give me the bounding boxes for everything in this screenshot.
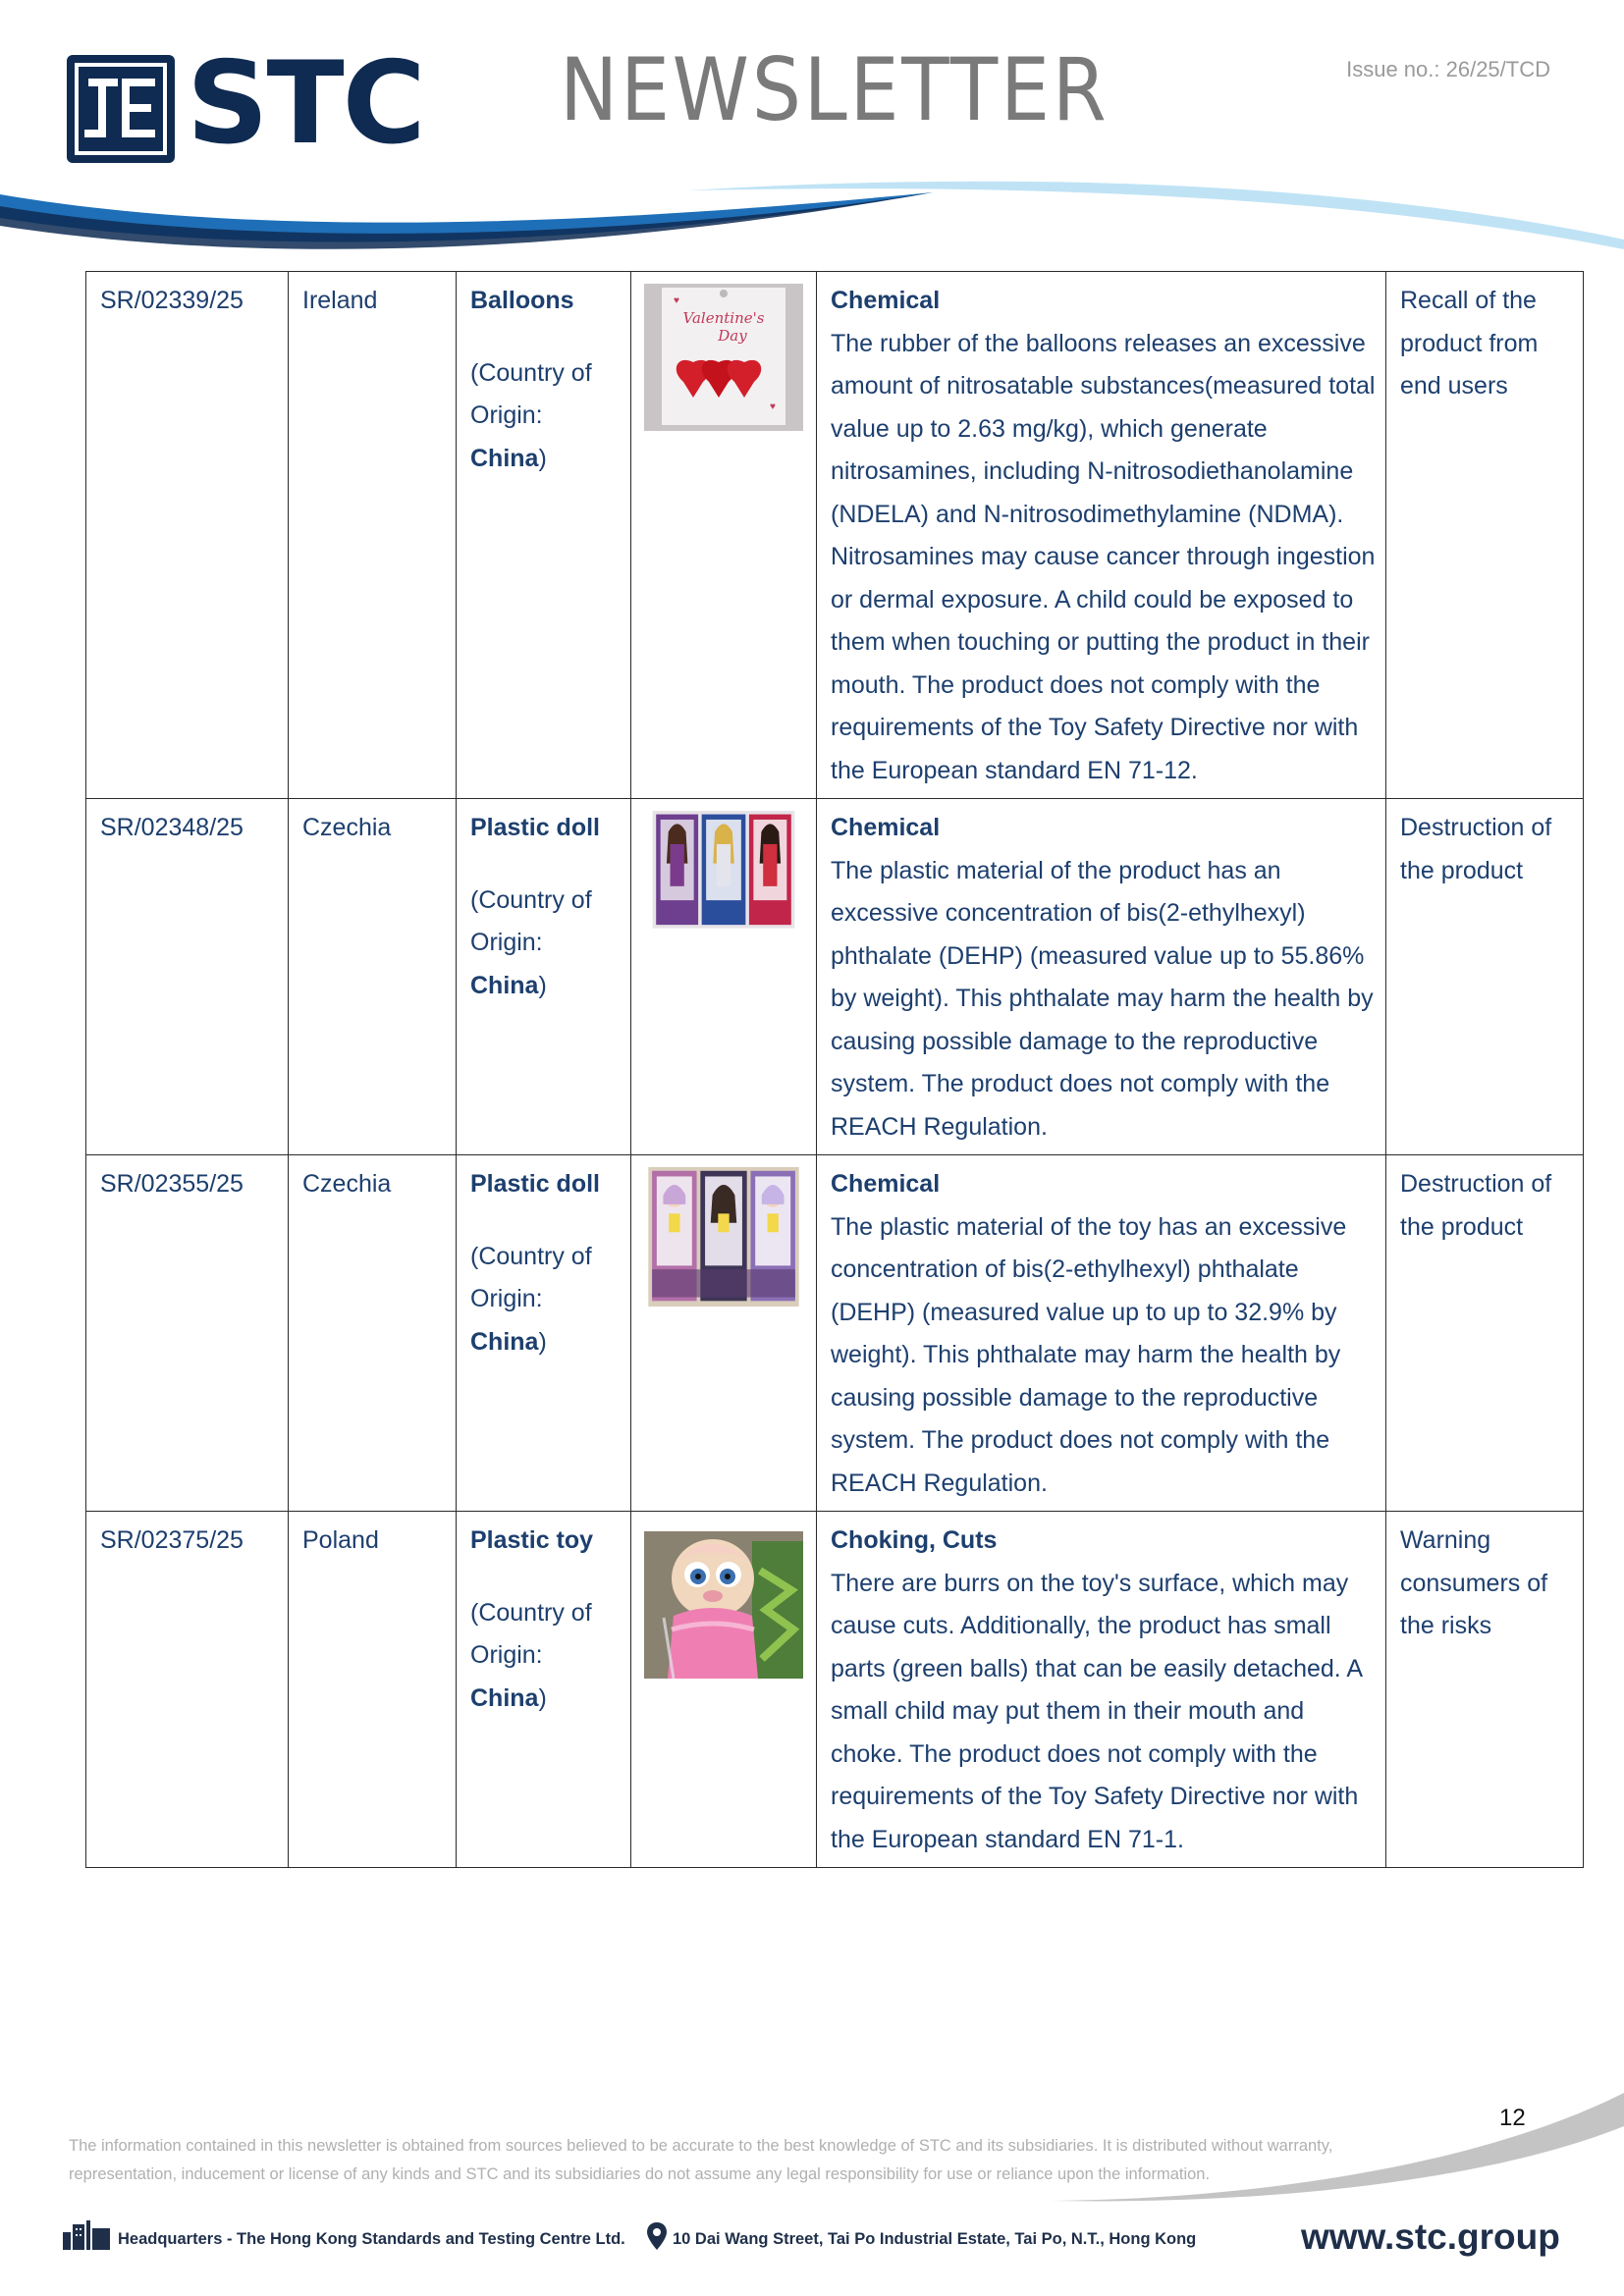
notifying-country: Czechia [289,1155,457,1512]
origin-suffix: ) [538,1327,547,1356]
building-icon [63,2220,112,2250]
product-cell [457,799,631,1155]
product-name: Plastic doll [470,1170,600,1198]
table-row [86,1155,1584,1512]
hazard-description: The rubber of the balloons releases an excessive amount of nitrosatable substances(measured total value up to 2.63 mg/kg), which generate nitrosamines, including N-nitrosodiethanolamine (NDELA) and N-nitrosodimethylamine (NDMA). Nitrosamines may cause cancer through ingestion or dermal exposure. A child could be exposed to them when touching or putting the product in their mouth. The product does not comply with the requirements of the Toy Safety Directive nor with the European standard EN 71-12. [831,329,1376,784]
logo-wordmark: STC [187,37,424,170]
hazard-type: Choking, Cuts [831,1526,998,1554]
hazard-cell [817,272,1386,799]
origin-country: China [470,971,539,999]
notifying-country: Ireland [289,272,457,799]
origin-suffix: ) [538,971,547,999]
reference-number: SR/02348/25 [86,799,289,1155]
origin-country: China [470,444,539,472]
table-row [86,1512,1584,1868]
product-image-cell [631,1155,817,1512]
newsletter-title: NEWSLETTER [560,39,1110,140]
origin-label: Origin: [470,929,543,956]
svg-text:♥: ♥ [674,295,679,306]
product-cell [457,272,631,799]
origin-suffix: ) [538,1683,547,1712]
reference-number: SR/02339/25 [86,272,289,799]
issue-number: Issue no.: 26/25/TCD [1346,57,1550,81]
table-row [86,799,1584,1155]
boxed-dolls-photo-icon [644,811,803,942]
hazard-description: The plastic material of the toy has an excessive concentration of bis(2-ethylhexyl) phthalate (DEHP) (measured value up to up to 32.9% by weight). This phthalate may harm the health by causing possible damage to the reproductive system. The product does not comply with the REACH Regulation. [831,1212,1347,1497]
reference-number: SR/02355/25 [86,1155,289,1512]
measures-taken: Destruction of the product [1386,1155,1584,1512]
product-image-cell [631,1512,817,1868]
origin-country: China [470,1683,539,1712]
product-cell [457,1155,631,1512]
stc-logo-mark-icon [67,55,175,163]
svg-text:Day: Day [718,327,747,345]
address-text: 10 Dai Wang Street, Tai Po Industrial Estate, Tai Po, N.T., Hong Kong [673,2230,1197,2248]
origin-label: Origin: [470,1285,543,1312]
product-image-cell [631,799,817,1155]
header-swoosh-decoration [0,177,1624,255]
heart-balloons-photo-icon [644,284,803,431]
origin-label: Origin: [470,1641,543,1669]
footer-bar [0,2216,1624,2266]
website-link[interactable]: www.stc.group [1301,2216,1560,2257]
boxed-dolls-photo-icon [644,1167,803,1307]
measures-taken: Warning consumers of the risks [1386,1512,1584,1868]
notifying-country: Czechia [289,799,457,1155]
measures-taken: Recall of the product from end users [1386,272,1584,799]
table-row [86,272,1584,799]
hazard-cell [817,1155,1386,1512]
product-name: Plastic doll [470,814,600,841]
product-image-cell [631,272,817,799]
origin-label: Origin: [470,401,543,429]
hazard-type: Chemical [831,287,941,314]
origin-country: China [470,1327,539,1356]
stc-logo [67,37,460,170]
product-name: Plastic toy [470,1526,594,1554]
plush-toy-photo-icon [644,1523,803,1686]
origin-prefix: (Country of [470,885,592,914]
hazard-type: Chemical [831,1170,941,1198]
page-number: 12 [1499,2105,1526,2131]
hazard-type: Chemical [831,814,941,841]
disclaimer-text: The information contained in this newsletter is obtained from sources believed to be accurate to the best knowledge of STC and its subsidiaries. It is distributed without warranty, representation, inducement or license of any kinds and STC and its subsidiaries do not assume any legal responsibility for use or reliance upon the information. [69,2137,1333,2183]
reference-number: SR/02375/25 [86,1512,289,1868]
hazard-cell [817,1512,1386,1868]
origin-prefix: (Country of [470,1598,592,1627]
location-pin-icon [647,2222,667,2250]
headquarters-text: Headquarters - The Hong Kong Standards and Testing Centre Ltd. [118,2230,625,2248]
hazard-cell [817,799,1386,1155]
svg-text:♥: ♥ [770,401,776,412]
hazard-description: The plastic material of the product has an excessive concentration of bis(2-ethylhexyl) phthalate (DEHP) (measured value up to 55.86% by weight). This phthalate may harm the health by causing possible damage to the reproductive system. The product does not comply with the REACH Regulation. [831,856,1374,1141]
svg-text:Valentine's: Valentine's [682,309,765,327]
notifying-country: Poland [289,1512,457,1868]
page-header [0,0,1624,255]
origin-suffix: ) [538,444,547,472]
product-name: Balloons [470,287,574,314]
origin-prefix: (Country of [470,1242,592,1270]
hazard-description: There are burrs on the toy's surface, which may cause cuts. Additionally, the product has small parts (green balls) that can be easily detached. A small child may put them in their mouth and choke. The product does not comply with the requirements of the Toy Safety Directive nor with the European standard EN 71-1. [831,1569,1362,1853]
product-alert-table [85,271,1584,1868]
origin-prefix: (Country of [470,358,592,387]
measures-taken: Destruction of the product [1386,799,1584,1155]
product-cell [457,1512,631,1868]
